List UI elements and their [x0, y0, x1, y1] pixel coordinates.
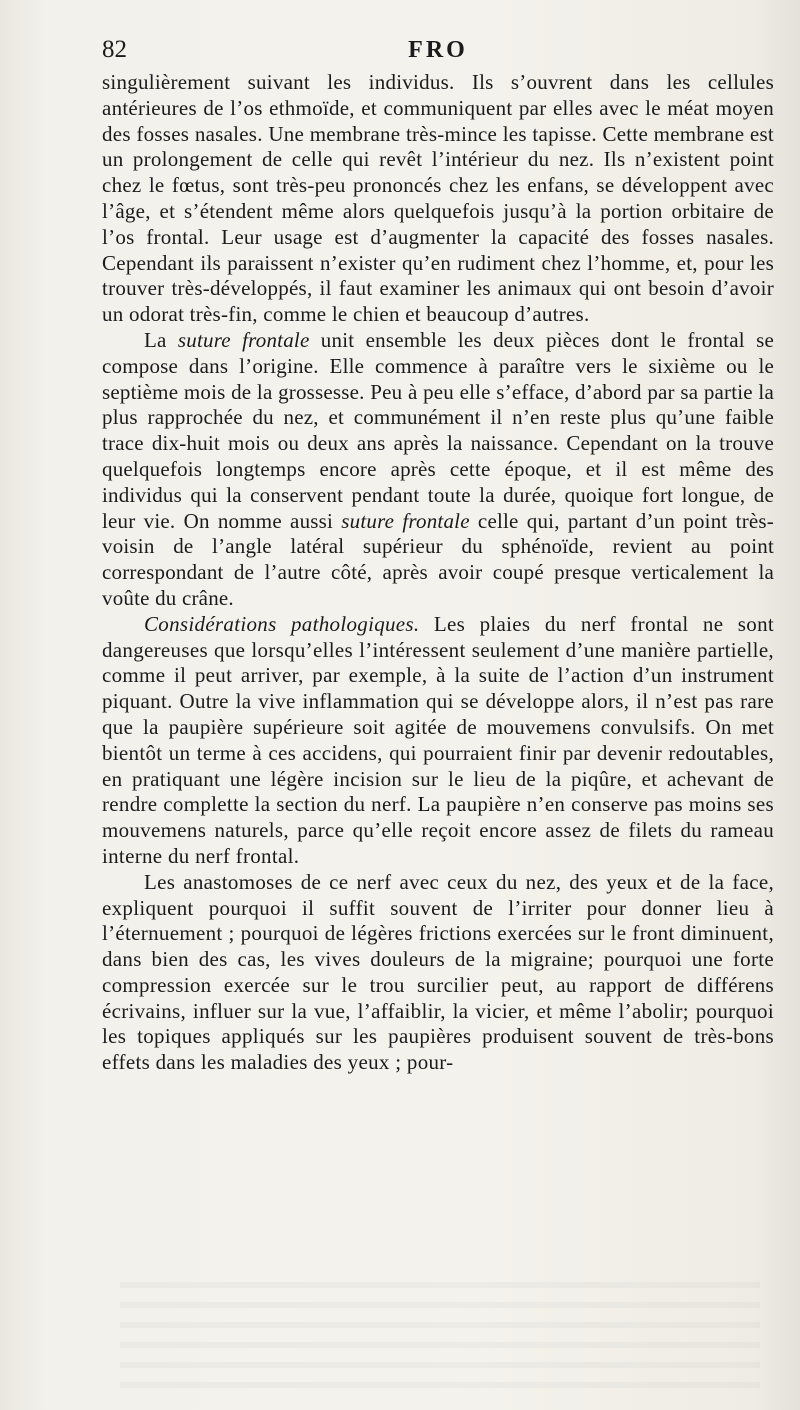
term-suture-frontale-second: suture frontale: [341, 508, 470, 533]
paragraph-text-end: celle qui, partant d’un point très-voisin de l’angle latéral supérieur du sphénoïde, revient au point correspondant de l’autre côté, après avoir coupé presque verticalement la voûte du crâne.: [102, 508, 774, 610]
running-head: FRO: [408, 37, 468, 63]
paragraph-text: unit ensemble les deux pièces dont le frontal se compose dans l’origine. Elle commence à paraître vers le sixième ou le septième mois de la grossesse. Peu à peu elle s’efface, d’abord par sa partie la plus rapprochée du nez, et communément il n’en reste plus qu’une faible trace dix-huit mois ou deux ans après la naissance. Cependant on la trouve quelquefois longtemps encore après cette époque, et il est même des individus qui la conservent pendant toute la durée, quoique fort longue, de leur vie. On nomme aussi: [102, 327, 774, 533]
term-suture-frontale: suture frontale: [177, 327, 310, 352]
page-header: [102, 34, 774, 68]
paragraph-frontal-suture: [102, 328, 774, 612]
paragraph-lead: La: [144, 327, 178, 352]
paragraph-text: Les plaies du nerf frontal ne sont dangereuses que lorsqu’elles l’intéressent seulement d’une manière partielle, comme il peut arriver, par exemple, à la suite de l’action d’un instrument piquant. Outre la vive inflammation qui se développe alors, il n’est pas rare que la paupière supérieure soit agitée de mouvemens convulsifs. On met bientôt un terme à ces accidens, qui pourraient finir par devenir redoutables, en pratiquant une légère incision sur le lieu de la piqûre, et achevant de rendre complette la section du nerf. La paupière n’en conserve pas moins ses mouvemens naturels, parce qu’elle reçoit encore assez de filets du rameau interne du nerf frontal.: [102, 611, 775, 868]
body-text: [102, 70, 774, 1076]
paragraph-anastomoses: Les anastomoses de ce nerf avec ceux du nez, des yeux et de la face, expliquent pourquoi il suffit souvent de l’irriter pour donner lieu à l’éternuement ; pourquoi de légères frictions exercées sur le front diminuent, dans bien des cas, les vives douleurs de la migraine; pourquoi une forte compression exercée sur le trou surcilier peut, au rapport de différens écrivains, influer sur la vue, l’affaiblir, la vicier, et même l’abolir; pourquoi les topiques appliqués sur les paupières produisent souvent de très-bons effets dans les maladies des yeux ; pour-: [102, 869, 774, 1075]
paragraph-sinus-continuation: singulièrement suivant les individus. Ils s’ouvrent dans les cellules antérieures de l’os ethmoïde, et communiquent par elles avec le méat moyen des fosses nasales. Une membrane très-mince les tapisse. Cette membrane est un prolongement de celle qui revêt l’intérieur du nez. Ils n’existent point chez le fœtus, sont très-peu prononcés chez les enfans, se développent avec l’âge, et s’étendent même alors quelquefois jusqu’à la portion orbitaire de l’os frontal. Leur usage est d’augmenter la capacité des fosses nasales. Cependant ils paraissent n’exister qu’en rudiment chez l’homme, et, pour les trouver très-développés, il faut examiner les animaux qui ont besoin d’avoir un odorat très-fin, comme le chien et beaucoup d’autres.: [102, 70, 774, 327]
show-through-texture: [120, 1268, 760, 1388]
term-considerations-pathologiques: Considérations pathologiques.: [144, 611, 420, 636]
paragraph-pathology: [102, 612, 774, 870]
page-number: 82: [102, 36, 127, 63]
